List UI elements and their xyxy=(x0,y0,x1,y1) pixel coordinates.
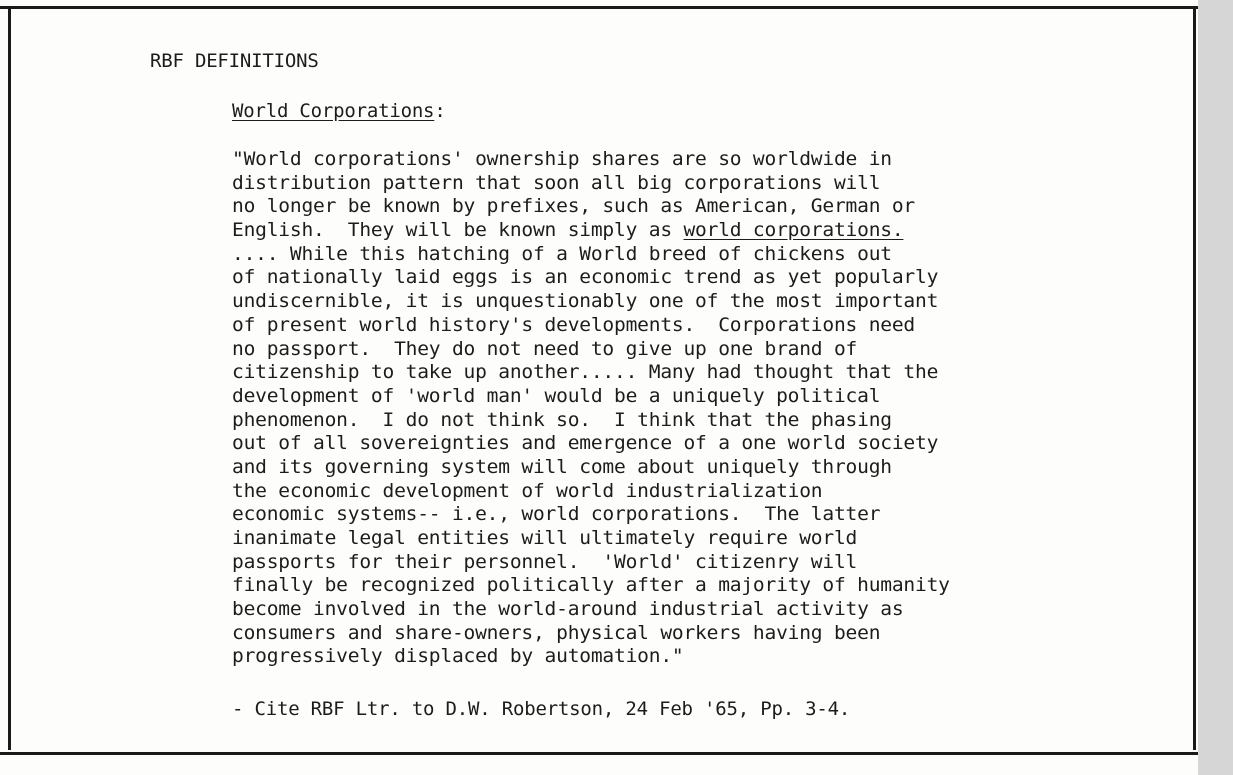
quote-line: no passport. They do not need to give up one brand of xyxy=(232,337,858,360)
bottom-border-rule xyxy=(0,752,1198,755)
quote-line: development of 'world man' would be a uniquely political xyxy=(232,384,881,407)
quote-line: no longer be known by prefixes, such as American, German or xyxy=(232,195,916,218)
document-heading: RBF DEFINITIONS xyxy=(150,50,319,72)
quote-body xyxy=(232,148,950,669)
quote-line: of nationally laid eggs is an economic trend as yet popularly xyxy=(232,266,939,289)
quote-line: out of all sovereignties and emergence of a one world society xyxy=(232,432,939,455)
quote-line: .... While this hatching of a World breed of chickens out xyxy=(232,242,892,265)
quote-line-underlined xyxy=(232,219,950,243)
quote-line: citizenship to take up another..... Many had thought that the xyxy=(232,361,939,384)
scanner-edge-strip xyxy=(1198,0,1233,775)
underlined-phrase: world corporations. xyxy=(683,219,904,242)
quote-line: "World corporations' ownership shares are so worldwide in xyxy=(232,148,892,170)
quote-line: inanimate legal entities will ultimately require world xyxy=(232,527,858,549)
definition-term xyxy=(232,100,446,122)
definition-term-colon: : xyxy=(434,100,446,122)
quote-line: consumers and share-owners, physical workers having been xyxy=(232,621,881,644)
quote-line: and its governing system will come about uniquely through xyxy=(232,455,892,478)
quote-line: the economic development of world industrialization xyxy=(232,479,823,502)
quote-line: passports for their personnel. 'World' citizenry will xyxy=(232,550,858,573)
quote-line: distribution pattern that soon all big corporations will xyxy=(232,171,881,194)
quote-line: phenomenon. I do not think so. I think that the phasing xyxy=(232,408,892,431)
quote-line: finally be recognized politically after a majority of humanity xyxy=(232,574,950,597)
quote-line: progressively displaced by automation." xyxy=(232,645,684,668)
citation-line: - Cite RBF Ltr. to D.W. Robertson, 24 Feb '65, Pp. 3-4. xyxy=(232,698,851,720)
quote-line: become involved in the world-around industrial activity as xyxy=(232,598,904,621)
quote-line-prefix: English. They will be known simply as xyxy=(232,219,684,242)
quote-line: economic systems-- i.e., world corporations. The latter xyxy=(232,503,881,526)
definition-term-label: World Corporations xyxy=(232,100,435,122)
quote-line: of present world history's developments. Corporations need xyxy=(232,313,916,336)
quote-line: undiscernible, it is unquestionably one of the most important xyxy=(232,290,939,313)
